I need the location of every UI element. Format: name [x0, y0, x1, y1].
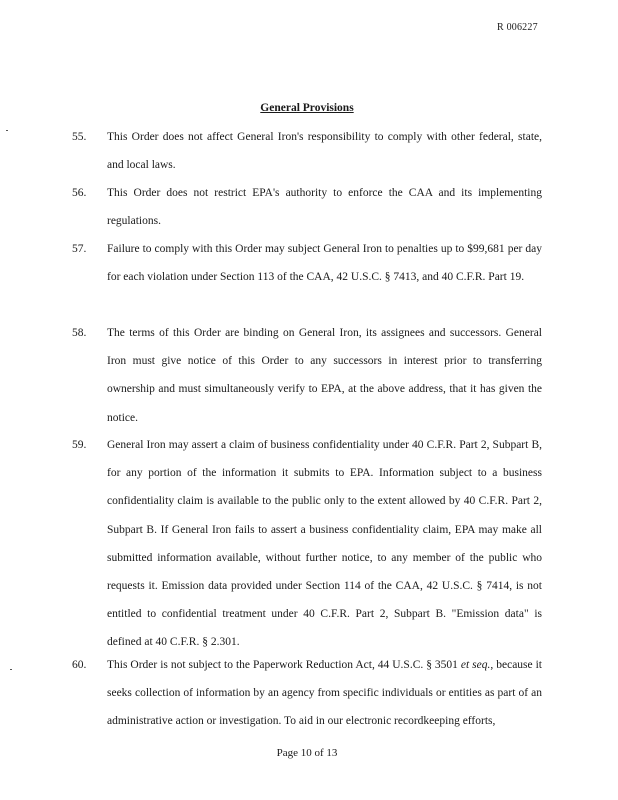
- paragraph-number: 56.: [72, 187, 87, 199]
- paragraph-number: 60.: [72, 659, 87, 671]
- paragraph-number: 58.: [72, 327, 87, 339]
- paragraph-text: [107, 651, 542, 736]
- paragraph-text-italic: et seq.: [460, 659, 491, 671]
- paragraph-number: 55.: [72, 131, 87, 143]
- paragraph-text-part: This Order is not subject to the Paperwork Reduction Act, 44 U.S.C. § 3501: [107, 659, 461, 671]
- paragraph-text: The terms of this Order are binding on General Iron, its assignees and successors. General Iron must give notice of this Order to any successors in interest prior to transferring ownership and must simultaneously verify to EPA, at the above address, that it has given the notice.: [107, 327, 542, 424]
- paragraph-text: This Order does not affect General Iron's responsibility to comply with other federal, state, and local laws.: [107, 131, 542, 172]
- paragraph-number: 57.: [72, 243, 87, 255]
- scan-speck: [10, 669, 12, 670]
- paragraph-text: General Iron may assert a claim of business confidentiality under 40 C.F.R. Part 2, Subpart B, for any portion of the information it submits to EPA. Information subject to a business confidentiality claim is available to the public only to the extent allowed by 40 C.F.R. Part 2, Subpart B. If General Iron fails to assert a business confidentiality claim, EPA may make all submitted information available, without further notice, to any member of the public who requests it. Emission data provided under Section 114 of the CAA, 42 U.S.C. § 7414, is not entitled to confidential treatment under 40 C.F.R. Part 2, Subpart B. "Emission data" is defined at 40 C.F.R. § 2.301.: [107, 439, 542, 649]
- paragraph-text-part: , because it seeks collection of information by an agency from specific individuals or entities as part of an administrative action or investigation. To aid in our electronic recordkeeping efforts,: [107, 659, 542, 728]
- paragraph-number: 59.: [72, 439, 87, 451]
- page-number: Page 10 of 13: [276, 747, 338, 759]
- paragraph-text: This Order does not restrict EPA's authority to enforce the CAA and its implementing regulations.: [107, 187, 542, 228]
- section-heading: General Provisions: [260, 102, 354, 114]
- paragraph-text: Failure to comply with this Order may subject General Iron to penalties up to $99,681 per day for each violation under Section 113 of the CAA, 42 U.S.C. § 7413, and 40 C.F.R. Part 19.: [107, 243, 542, 284]
- scan-speck: [6, 130, 8, 131]
- bates-number: R 006227: [497, 22, 538, 33]
